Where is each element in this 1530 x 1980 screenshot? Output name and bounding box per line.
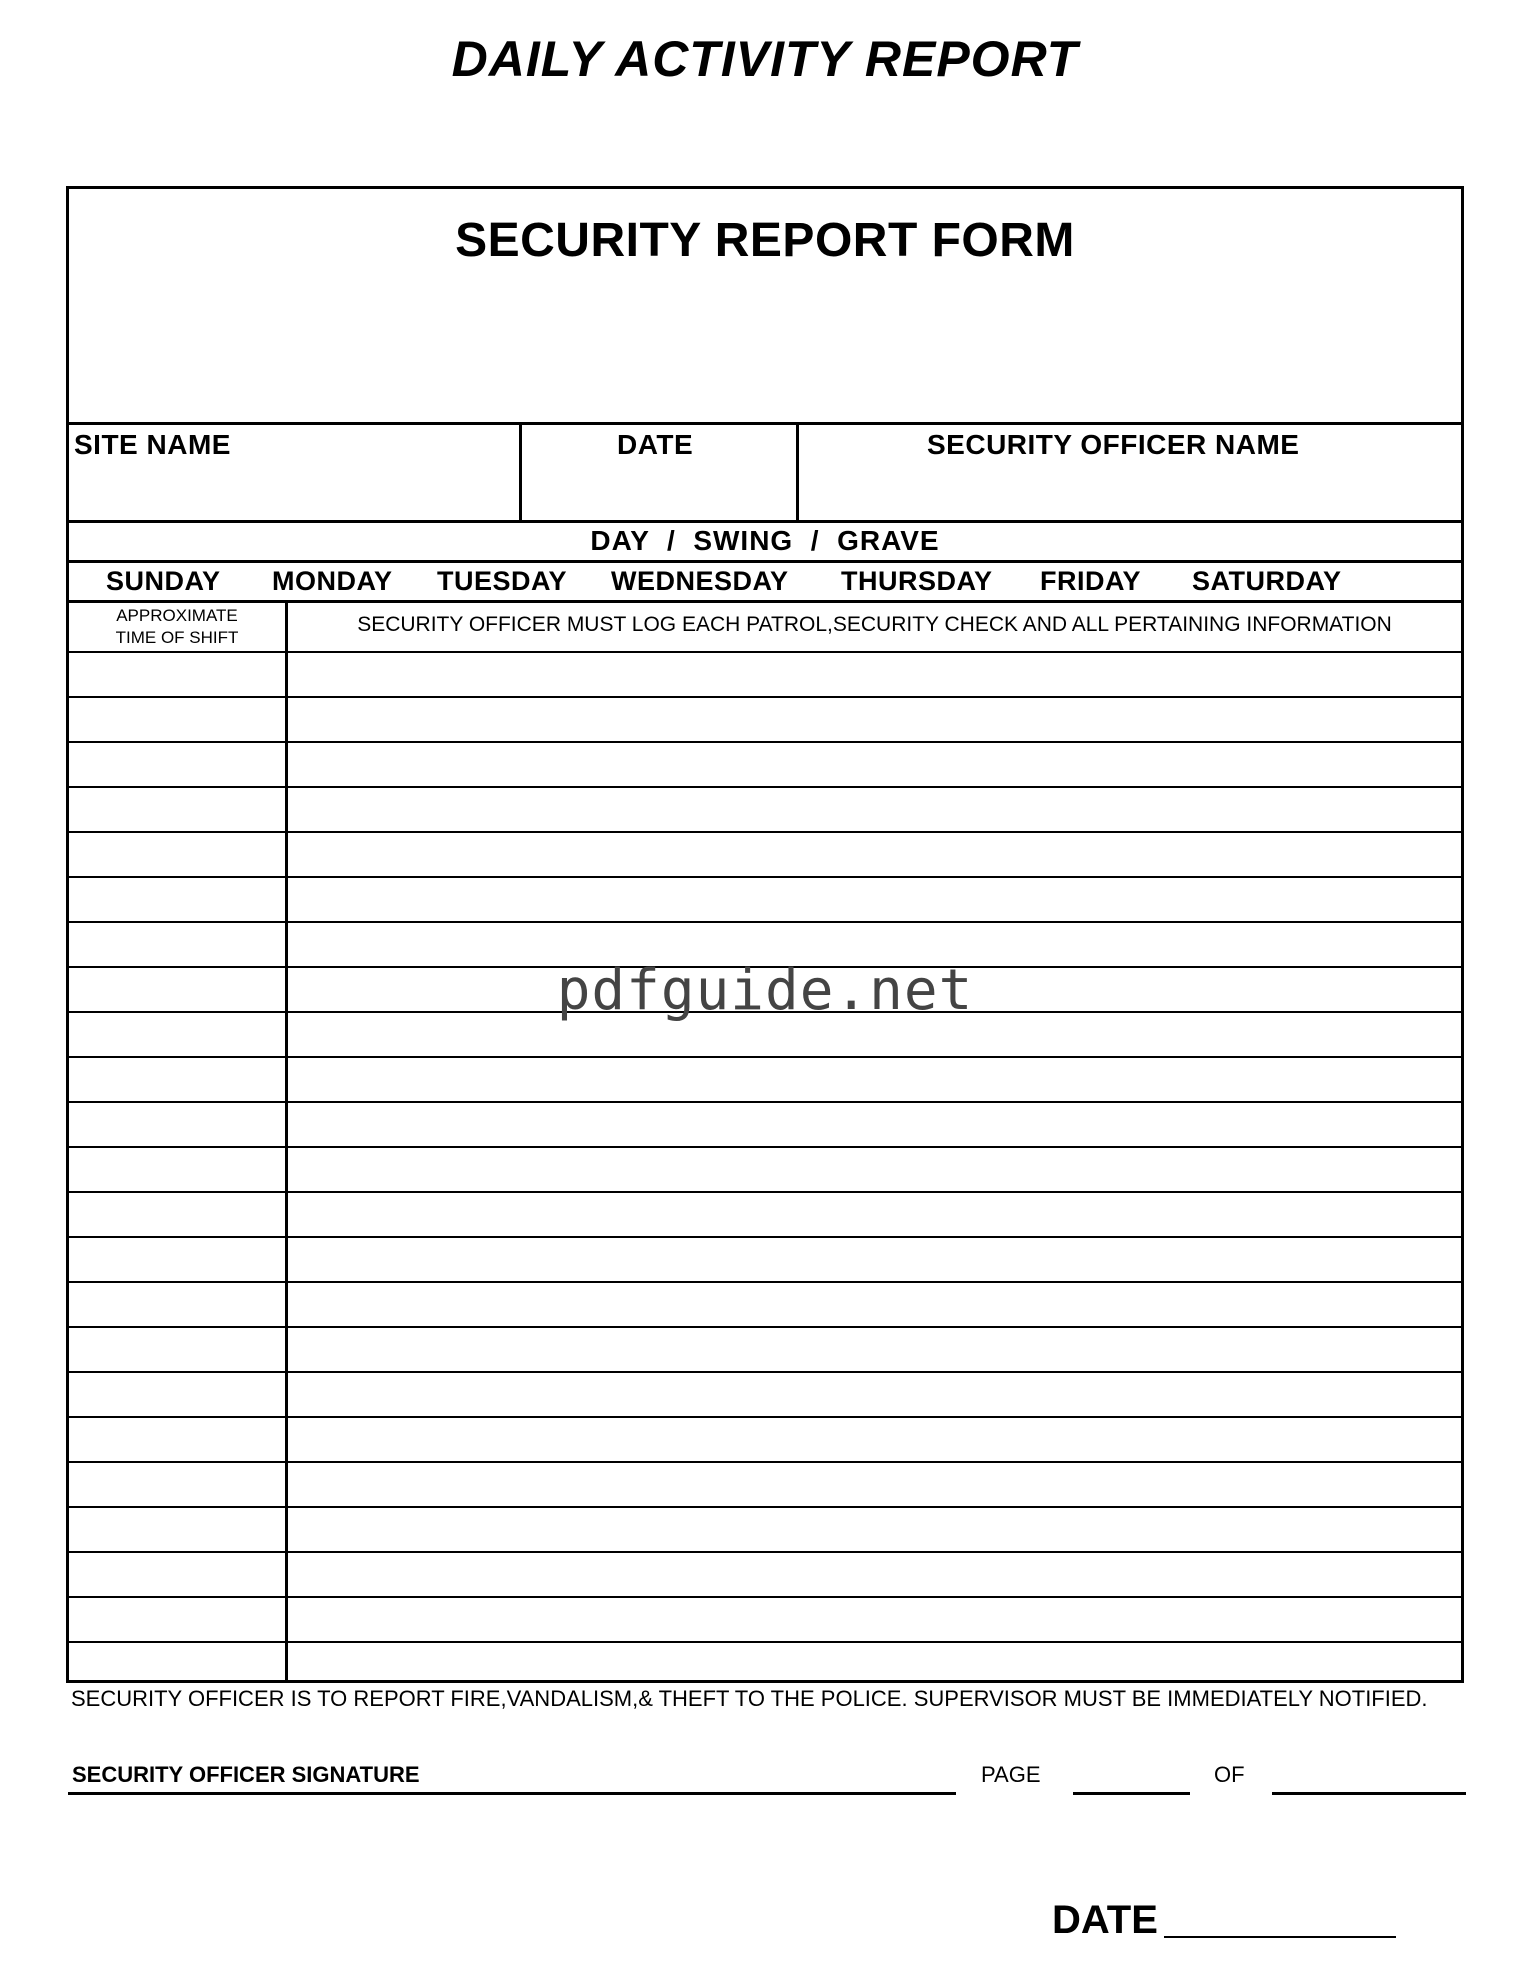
- signature-label: SECURITY OFFICER SIGNATURE: [72, 1762, 420, 1787]
- time-cell[interactable]: [69, 1553, 285, 1596]
- log-entry-cell[interactable]: [285, 743, 1461, 786]
- of-label: OF: [1214, 1762, 1245, 1787]
- time-cell[interactable]: [69, 833, 285, 876]
- log-entry-cell[interactable]: [285, 1328, 1461, 1371]
- day-tuesday[interactable]: TUESDAY: [437, 566, 568, 596]
- table-row: [69, 696, 1461, 741]
- log-entry-cell[interactable]: [285, 1463, 1461, 1506]
- form-title: SECURITY REPORT FORM: [455, 214, 1075, 267]
- log-entry-cell[interactable]: [285, 788, 1461, 831]
- table-row: [69, 876, 1461, 921]
- day-wednesday[interactable]: WEDNESDAY: [611, 566, 789, 596]
- table-row: [69, 1236, 1461, 1281]
- table-row: [69, 1326, 1461, 1371]
- security-report-form: [66, 186, 1464, 1683]
- log-entry-cell[interactable]: [285, 1148, 1461, 1191]
- log-entry-cell[interactable]: [285, 1058, 1461, 1101]
- page-number-field[interactable]: [1073, 1792, 1190, 1795]
- log-entry-cell[interactable]: [285, 1283, 1461, 1326]
- site-name-field[interactable]: SITE NAME: [74, 429, 231, 460]
- time-cell[interactable]: [69, 1418, 285, 1461]
- time-cell[interactable]: [69, 1103, 285, 1146]
- table-row: [69, 1416, 1461, 1461]
- time-column-header: APPROXIMATE TIME OF SHIFT: [115, 606, 239, 647]
- table-row: [69, 1506, 1461, 1551]
- shift-options[interactable]: DAY / SWING / GRAVE: [590, 525, 940, 556]
- log-entry-cell[interactable]: [285, 1508, 1461, 1551]
- officer-name-field[interactable]: SECURITY OFFICER NAME: [927, 429, 1300, 460]
- time-cell[interactable]: [69, 1283, 285, 1326]
- time-cell[interactable]: [69, 1598, 285, 1641]
- divider: [69, 600, 1461, 603]
- divider: [519, 422, 522, 522]
- table-row: [69, 741, 1461, 786]
- time-cell[interactable]: [69, 743, 285, 786]
- divider: [69, 560, 1461, 563]
- time-cell[interactable]: [69, 1238, 285, 1281]
- time-cell[interactable]: [69, 1058, 285, 1101]
- log-entry-cell[interactable]: [285, 1643, 1461, 1686]
- bottom-date-label: DATE: [1052, 1898, 1158, 1942]
- divider: [69, 422, 1461, 425]
- log-entry-cell[interactable]: [285, 653, 1461, 696]
- log-entry-cell[interactable]: [285, 1553, 1461, 1596]
- log-entry-cell[interactable]: [285, 1373, 1461, 1416]
- log-entry-cell[interactable]: [285, 698, 1461, 741]
- day-thursday[interactable]: THURSDAY: [841, 566, 993, 596]
- time-cell[interactable]: [69, 788, 285, 831]
- table-row: [69, 1101, 1461, 1146]
- time-cell[interactable]: [69, 1463, 285, 1506]
- log-entry-cell[interactable]: [285, 878, 1461, 921]
- divider: [796, 422, 799, 522]
- document-title: DAILY ACTIVITY REPORT: [451, 31, 1079, 87]
- table-row: [69, 1461, 1461, 1506]
- divider: [69, 520, 1461, 523]
- log-column-header: SECURITY OFFICER MUST LOG EACH PATROL,SECURITY CHECK AND ALL PERTAINING INFORMATION: [357, 613, 1392, 636]
- time-cell[interactable]: [69, 1508, 285, 1551]
- log-entry-cell[interactable]: [285, 1193, 1461, 1236]
- day-saturday[interactable]: SATURDAY: [1192, 566, 1342, 596]
- table-row: [69, 1056, 1461, 1101]
- footer-note: SECURITY OFFICER IS TO REPORT FIRE,VANDALISM,& THEFT TO THE POLICE. SUPERVISOR MUST BE IMMEDIATELY NOTIFIED.: [71, 1686, 1428, 1711]
- table-row: [69, 1146, 1461, 1191]
- time-cell[interactable]: [69, 1328, 285, 1371]
- log-entry-cell[interactable]: [285, 1103, 1461, 1146]
- table-row: [69, 1596, 1461, 1641]
- log-entry-cell[interactable]: [285, 1418, 1461, 1461]
- page-label: PAGE: [981, 1762, 1041, 1787]
- table-row: [69, 1641, 1461, 1686]
- time-cell[interactable]: [69, 1643, 285, 1686]
- date-field[interactable]: DATE: [617, 429, 694, 460]
- time-cell[interactable]: [69, 1373, 285, 1416]
- day-sunday[interactable]: SUNDAY: [106, 566, 221, 596]
- signature-line[interactable]: [68, 1792, 956, 1795]
- log-entry-cell[interactable]: [285, 1598, 1461, 1641]
- time-cell[interactable]: [69, 698, 285, 741]
- table-row: [69, 1551, 1461, 1596]
- time-cell[interactable]: [69, 1193, 285, 1236]
- time-cell[interactable]: [69, 653, 285, 696]
- log-entry-cell[interactable]: [285, 833, 1461, 876]
- log-entry-cell[interactable]: [285, 1238, 1461, 1281]
- page-total-field[interactable]: [1272, 1792, 1466, 1795]
- watermark: pdfguide.net: [556, 958, 974, 1023]
- table-row: [69, 1281, 1461, 1326]
- bottom-date-field[interactable]: [1164, 1936, 1396, 1938]
- day-friday[interactable]: FRIDAY: [1040, 566, 1142, 596]
- table-row: [69, 786, 1461, 831]
- table-row: [69, 831, 1461, 876]
- time-cell[interactable]: [69, 878, 285, 921]
- table-row: [69, 1191, 1461, 1236]
- time-cell[interactable]: [69, 1148, 285, 1191]
- table-row: [69, 1371, 1461, 1416]
- day-monday[interactable]: MONDAY: [272, 566, 393, 596]
- table-row: [69, 651, 1461, 696]
